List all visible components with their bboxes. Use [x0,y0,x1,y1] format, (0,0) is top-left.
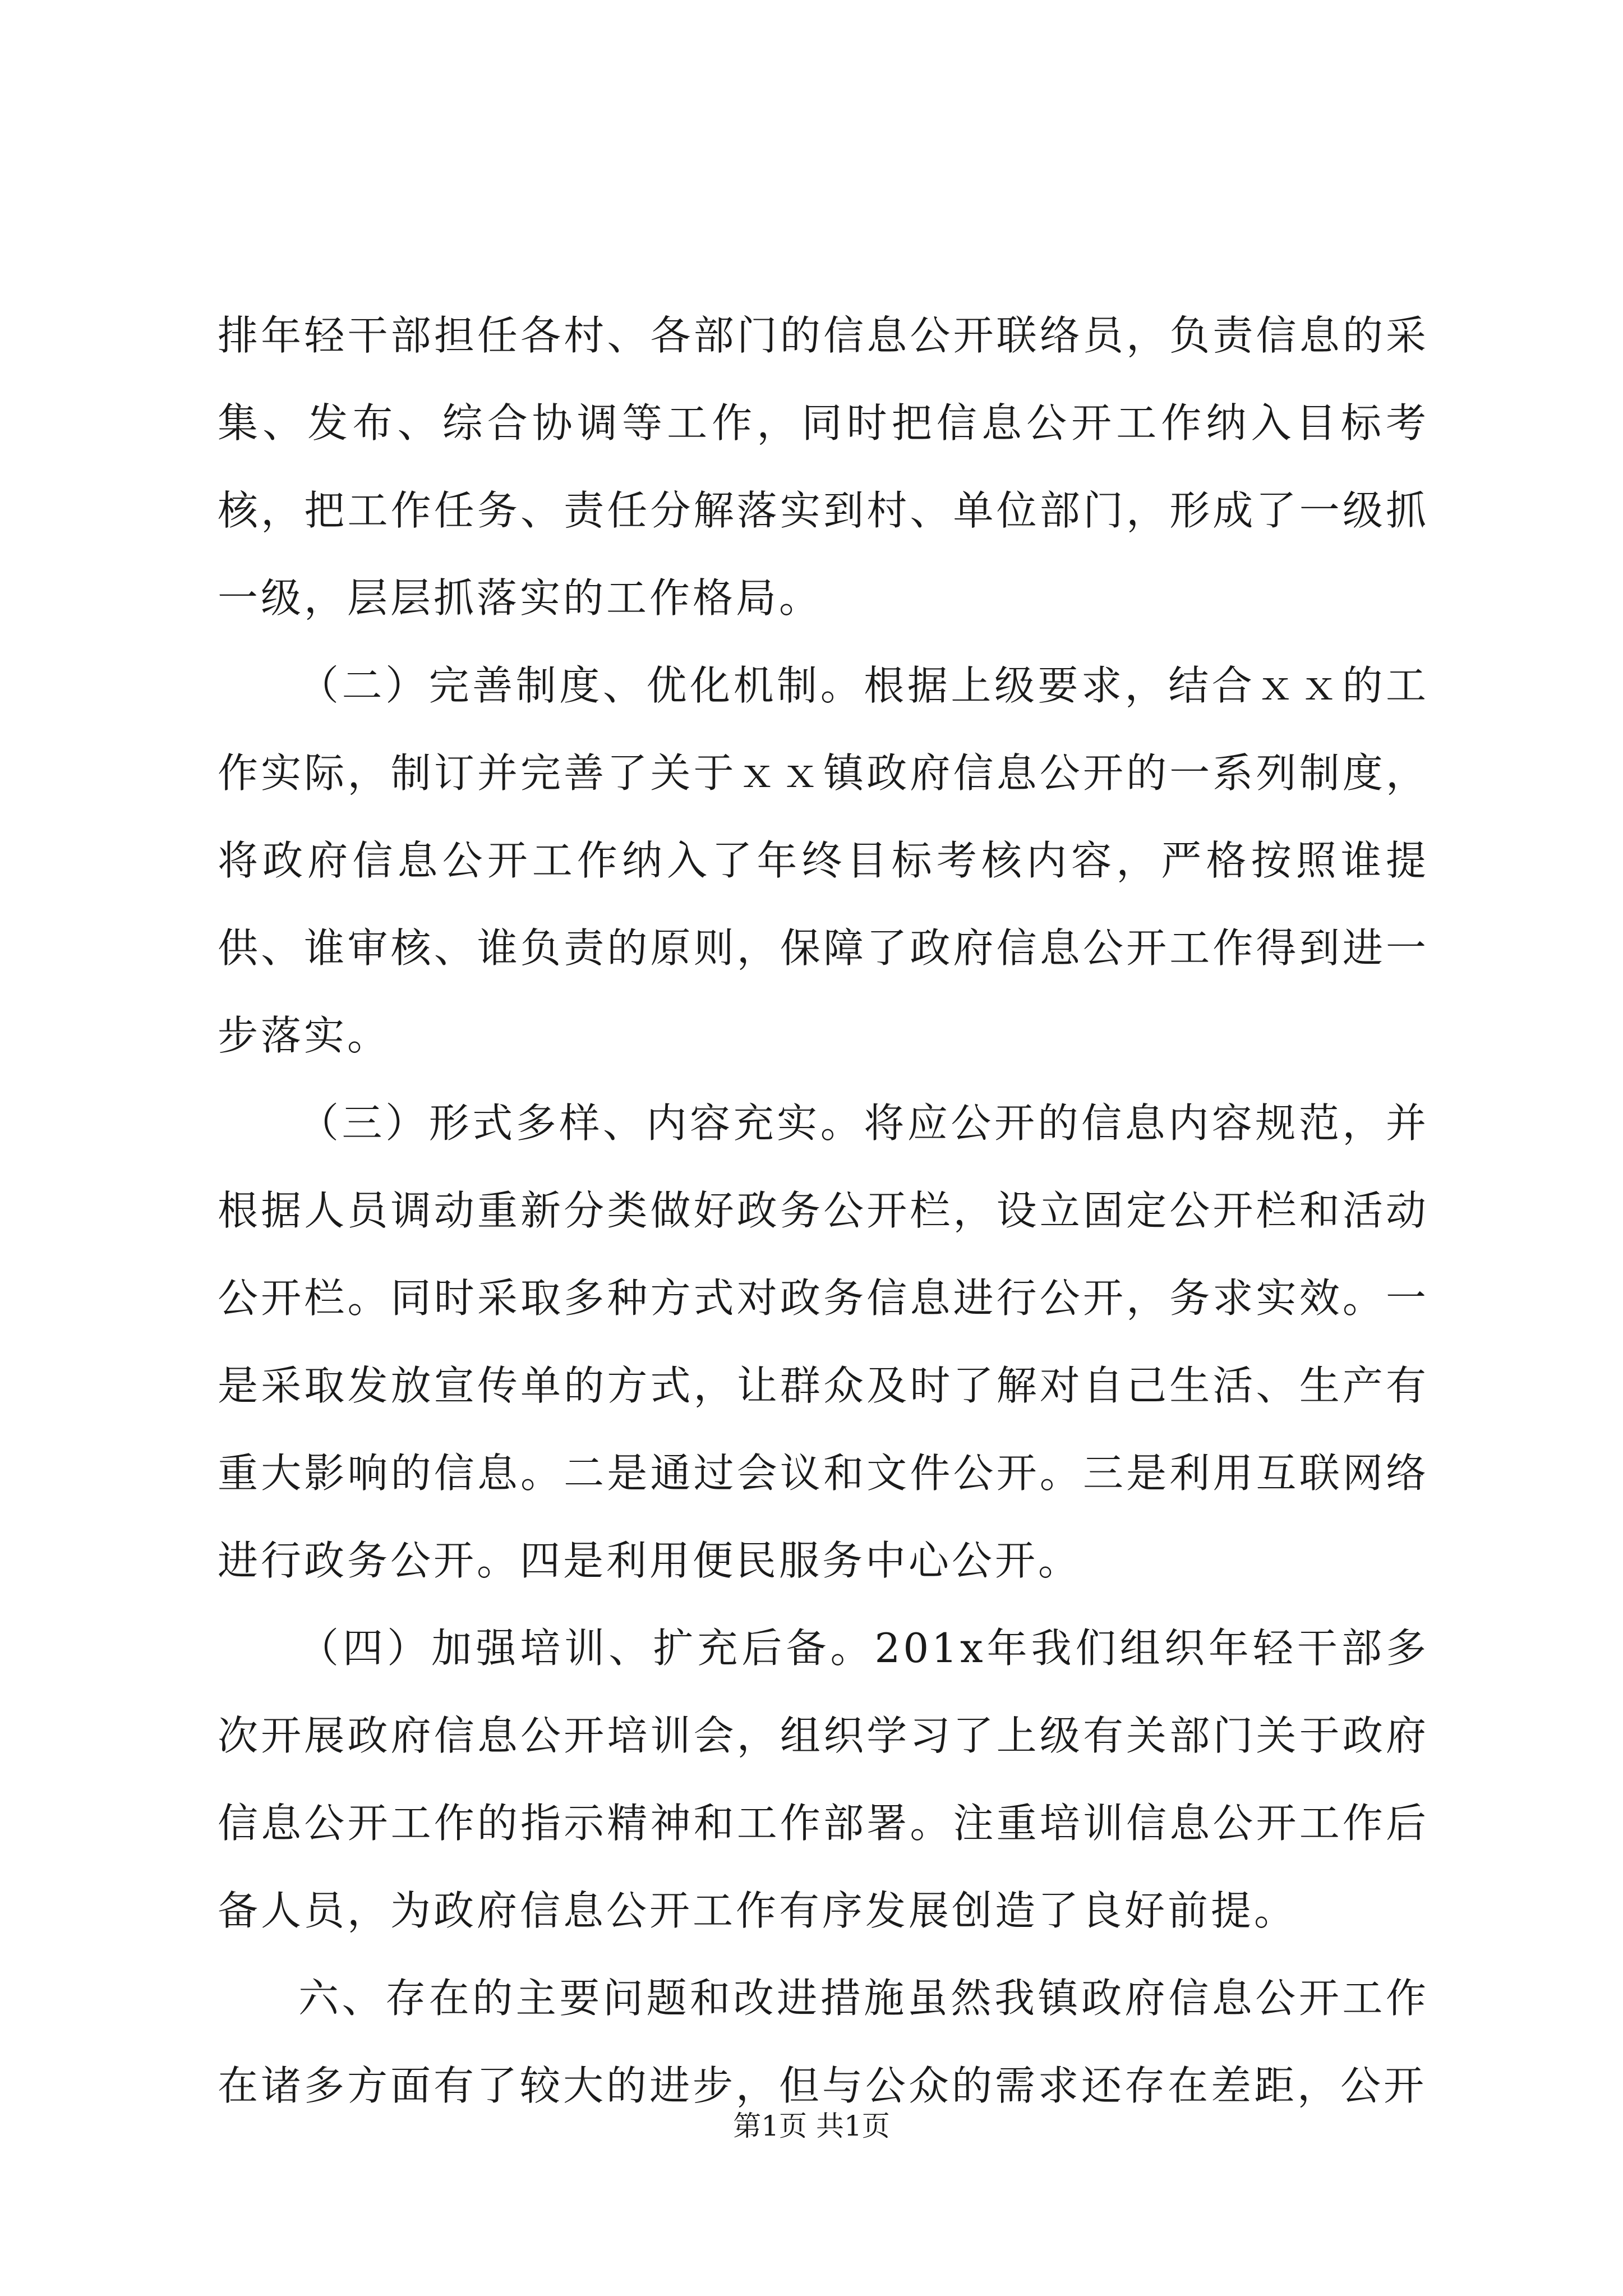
body-text [218,292,1429,2129]
paragraph-5: 六、存在的主要问题和改进措施虽然我镇政府信息公开工作在诸多方面有了较大的进步，但与公众的需求还存在差距，公开 [218,1975,1429,2109]
paragraph-1: 排年轻干部担任各村、各部门的信息公开联络员，负责信息的采集、发布、综合协调等工作，同时把信息公开工作纳入目标考核，把工作任务、责任分解落实到村、单位部门，形成了一级抓一级，层层抓落实的工作格局。 [218,312,1429,622]
paragraph-2: （二）完善制度、优化机制。根据上级要求，结合ｘｘ的工作实际，制订并完善了关于ｘｘ镇政府信息公开的一系列制度，将政府信息公开工作纳入了年终目标考核内容，严格按照谁提供、谁审核、谁负责的原则，保障了政府信息公开工作得到进一步落实。 [218,662,1429,1059]
paragraph-3: （三）形式多样、内容充实。将应公开的信息内容规范，并根据人员调动重新分类做好政务公开栏，设立固定公开栏和活动公开栏。同时采取多种方式对政务信息进行公开，务求实效。一是采取发放宣传单的方式，让群众及时了解对自己生活、生产有重大影响的信息。二是通过会议和文件公开。三是利用互联网络进行政务公开。四是利用便民服务中心公开。 [218,1099,1429,1584]
page-footer: 第1页 共1页 [733,2110,890,2142]
paragraph-4: （四）加强培训、扩充后备。201x年我们组织年轻干部多次开展政府信息公开培训会，组织学习了上级有关部门关于政府信息公开工作的指示精神和工作部署。注重培训信息公开工作后备人员，为政府信息公开工作有序发展创造了良好前提。 [218,1625,1429,1934]
